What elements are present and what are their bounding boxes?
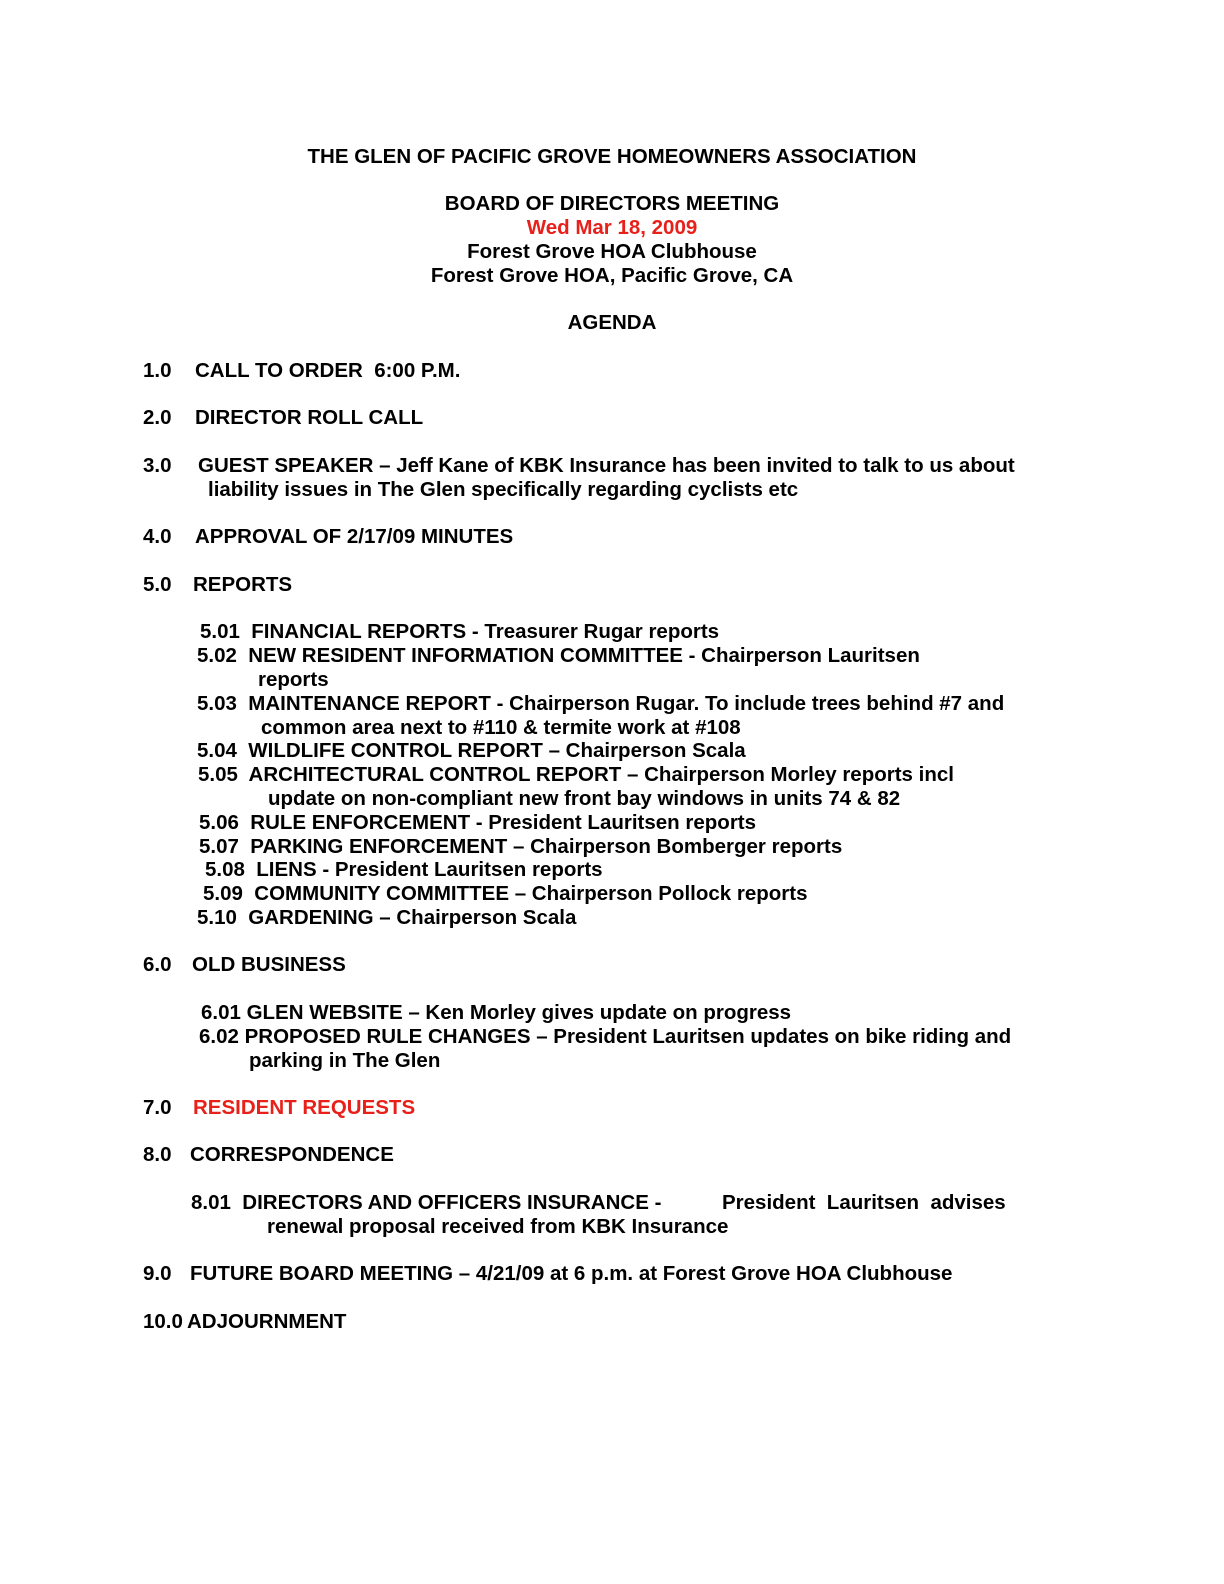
agenda-item-num: 3.0 bbox=[143, 454, 172, 477]
correspondence-dno-cont: renewal proposal received from KBK Insurance bbox=[267, 1215, 729, 1238]
report-architectural-cont: update on non-compliant new front bay windows in units 74 & 82 bbox=[268, 787, 901, 810]
agenda-item-guest-speaker: GUEST SPEAKER – Jeff Kane of KBK Insurance has been invited to talk to us about bbox=[198, 454, 1015, 477]
agenda-item-approval-minutes: APPROVAL OF 2/17/09 MINUTES bbox=[195, 525, 514, 548]
agenda-item-adjournment: ADJOURNMENT bbox=[187, 1310, 347, 1333]
agenda-item-num: 4.0 bbox=[143, 525, 172, 548]
agenda-item-num: 5.0 bbox=[143, 573, 172, 596]
agenda-item-old-business: OLD BUSINESS bbox=[192, 953, 346, 976]
correspondence-dno-insurance: 8.01 DIRECTORS AND OFFICERS INSURANCE - bbox=[191, 1191, 662, 1214]
meeting-title: BOARD OF DIRECTORS MEETING bbox=[444, 192, 780, 215]
report-architectural: 5.05 ARCHITECTURAL CONTROL REPORT – Chairperson Morley reports incl bbox=[198, 763, 954, 786]
agenda-item-num: 1.0 bbox=[143, 359, 172, 382]
report-new-resident-cont: reports bbox=[258, 668, 329, 691]
report-parking-enforcement: 5.07 PARKING ENFORCEMENT – Chairperson Bomberger reports bbox=[199, 835, 843, 858]
agenda-item-correspondence: CORRESPONDENCE bbox=[190, 1143, 394, 1166]
agenda-item-guest-speaker-cont: liability issues in The Glen specifically regarding cyclists etc bbox=[208, 478, 799, 501]
report-liens: 5.08 LIENS - President Lauritsen reports bbox=[205, 858, 603, 881]
report-community: 5.09 COMMUNITY COMMITTEE – Chairperson Pollock reports bbox=[203, 882, 808, 905]
agenda-item-num: 2.0 bbox=[143, 406, 172, 429]
correspondence-dno-advises: President Lauritsen advises bbox=[722, 1191, 1006, 1214]
old-business-rule-changes-cont: parking in The Glen bbox=[249, 1049, 441, 1072]
meeting-address: Forest Grove HOA, Pacific Grove, CA bbox=[430, 264, 794, 287]
agenda-item-future-meeting: FUTURE BOARD MEETING – 4/21/09 at 6 p.m. at Forest Grove HOA Clubhouse bbox=[190, 1262, 953, 1285]
meeting-location: Forest Grove HOA Clubhouse bbox=[467, 240, 757, 263]
report-rule-enforcement: 5.06 RULE ENFORCEMENT - President Lauritsen reports bbox=[199, 811, 757, 834]
report-wildlife: 5.04 WILDLIFE CONTROL REPORT – Chairperson Scala bbox=[197, 739, 746, 762]
agenda-item-num: 6.0 bbox=[143, 953, 172, 976]
meeting-date: Wed Mar 18, 2009 bbox=[526, 216, 698, 239]
report-maintenance-cont: common area next to #110 & termite work at #108 bbox=[261, 716, 741, 739]
agenda-item-roll-call: DIRECTOR ROLL CALL bbox=[195, 406, 424, 429]
report-gardening: 5.10 GARDENING – Chairperson Scala bbox=[197, 906, 577, 929]
agenda-item-num: 8.0 bbox=[143, 1143, 172, 1166]
old-business-rule-changes: 6.02 PROPOSED RULE CHANGES – President Lauritsen updates on bike riding and bbox=[199, 1025, 1012, 1048]
association-name: THE GLEN OF PACIFIC GROVE HOMEOWNERS ASSOCIATION bbox=[307, 145, 917, 168]
old-business-website: 6.01 GLEN WEBSITE – Ken Morley gives update on progress bbox=[201, 1001, 792, 1024]
agenda-item-call-to-order: CALL TO ORDER 6:00 P.M. bbox=[195, 359, 461, 382]
agenda-item-resident-requests: RESIDENT REQUESTS bbox=[193, 1096, 416, 1119]
report-maintenance: 5.03 MAINTENANCE REPORT - Chairperson Rugar. To include trees behind #7 and bbox=[197, 692, 1005, 715]
agenda-item-num: 9.0 bbox=[143, 1262, 172, 1285]
agenda-title: AGENDA bbox=[567, 311, 657, 334]
agenda-item-num: 10.0 bbox=[143, 1310, 183, 1333]
agenda-item-num: 7.0 bbox=[143, 1096, 172, 1119]
agenda-item-reports: REPORTS bbox=[193, 573, 293, 596]
report-new-resident: 5.02 NEW RESIDENT INFORMATION COMMITTEE - Chairperson Lauritsen bbox=[197, 644, 920, 667]
report-financial: 5.01 FINANCIAL REPORTS - Treasurer Rugar reports bbox=[200, 620, 720, 643]
